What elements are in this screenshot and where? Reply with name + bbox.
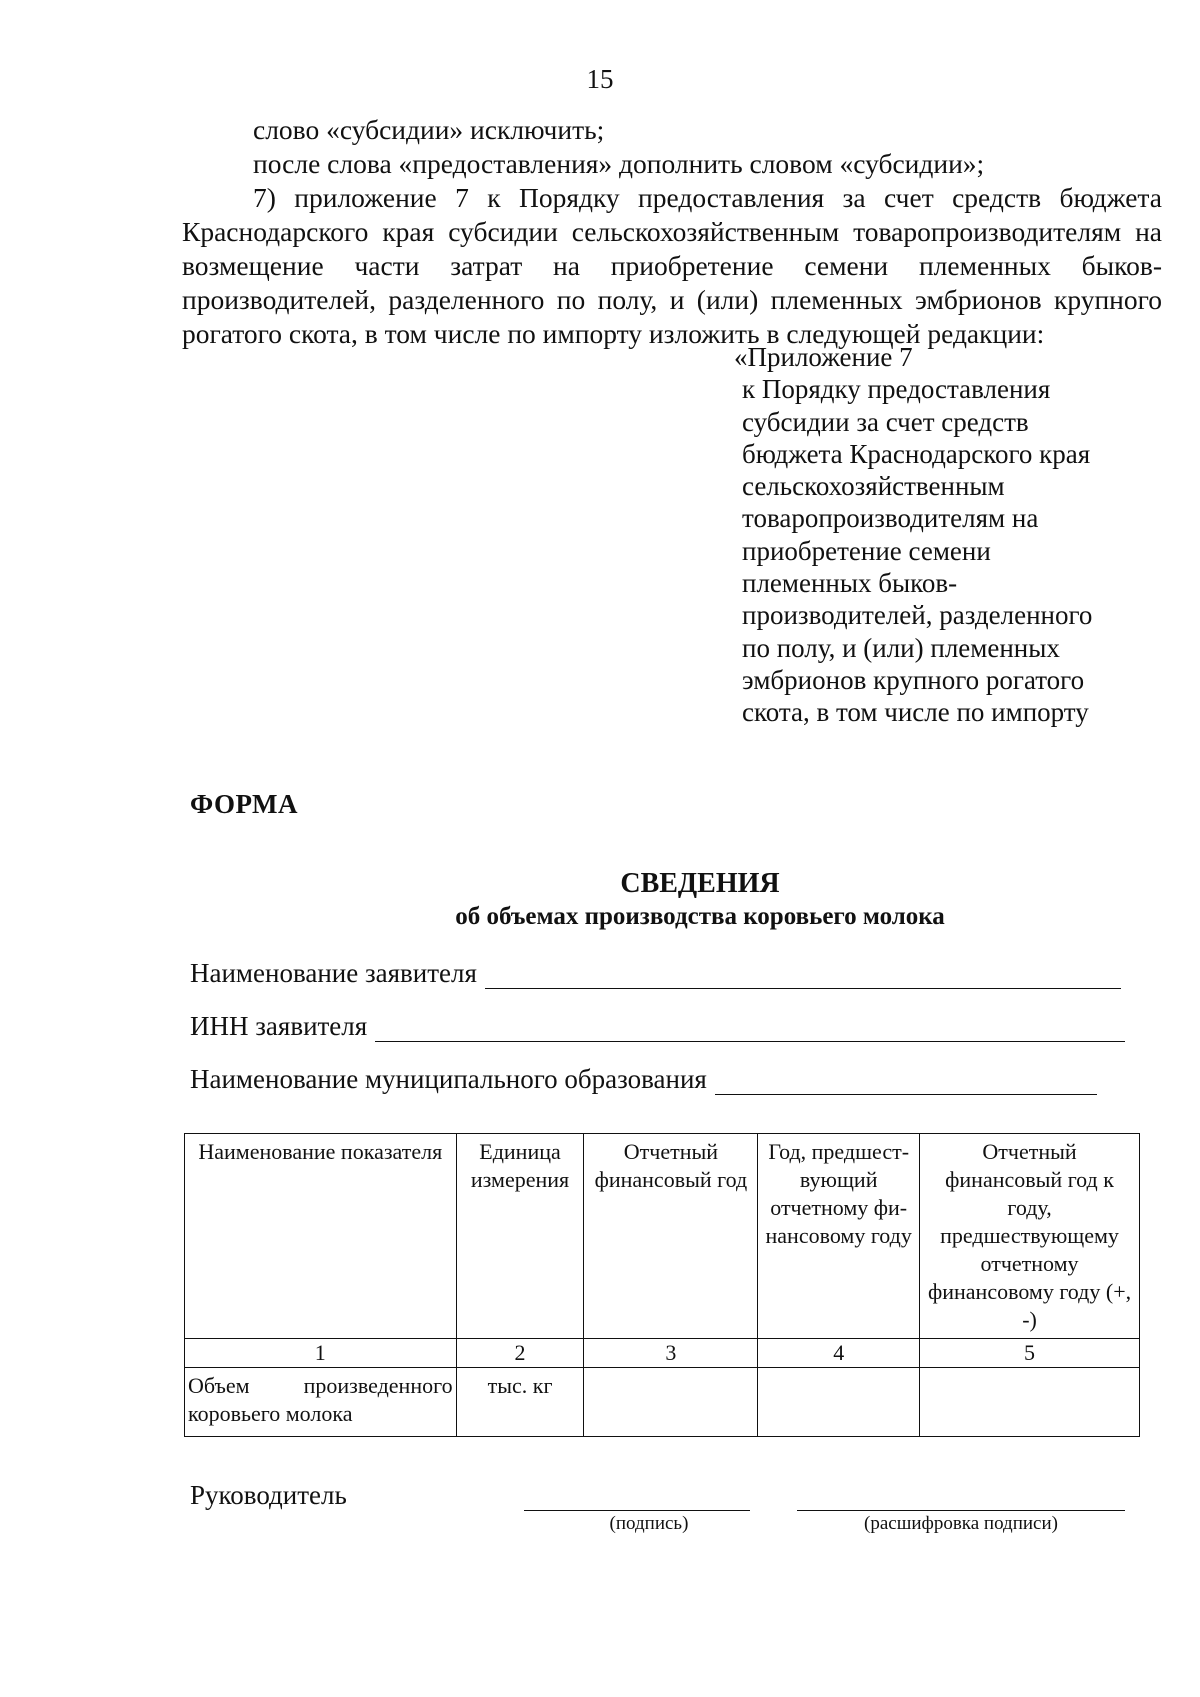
appendix-line: по полу, и (или) племенных <box>742 632 1060 663</box>
header-difference: Отчетный финансовый год к году, предшествующему отчетному финансовому году (+, -) <box>920 1134 1140 1339</box>
cell-indicator: Объем произведенного коровьего молока <box>185 1368 457 1437</box>
appendix-line: скота, в том числе по импорту <box>742 697 1089 728</box>
table-row <box>185 1368 1140 1437</box>
column-number: 4 <box>758 1339 920 1368</box>
signature-caption: (подпись) <box>609 1513 689 1534</box>
appendix-line: субсидии за счет средств <box>742 406 1029 437</box>
cell-unit: тыс. кг <box>456 1368 584 1437</box>
appendix-header <box>734 341 1162 729</box>
appendix-line: племенных быков- <box>742 568 958 599</box>
paragraph-3: 7) приложение 7 к Порядку предоставления за счет средств бюджета Краснодарского края субсидии сельскохозяйственным товаропроизводителям на возмещение части затрат на приобретение семени племенных быков-производителей, разделенного по полу, и (или) племенных эмбрионов крупного рогатого скота, в том числе по импорту изложить в следующей редакции: <box>182 182 1162 349</box>
cell-previous-year[interactable] <box>758 1368 920 1437</box>
appendix-line: бюджета Краснодарского края <box>742 438 1091 469</box>
signature-role: Руководитель <box>190 1480 347 1510</box>
applicant-name-blank[interactable] <box>485 964 1121 989</box>
header-indicator: Наименование показателя <box>185 1134 457 1339</box>
header-previous-year: Год, предшест-вующий отчетному фи-нансовому году <box>758 1134 920 1339</box>
table-column-numbers-row <box>185 1339 1140 1368</box>
appendix-line: приобретение семени <box>742 535 991 566</box>
appendix-line: «Приложение 7 <box>734 342 913 372</box>
appendix-line: к Порядку предоставления <box>742 374 1051 405</box>
signature-decoding-line[interactable] <box>797 1510 1125 1511</box>
body-text <box>182 113 1162 351</box>
applicant-name-label: Наименование заявителя <box>190 958 477 988</box>
applicant-inn-field <box>190 1011 1125 1042</box>
header-current-year: Отчетный финансовый год <box>584 1134 758 1339</box>
page-number: 15 <box>586 64 614 94</box>
applicant-inn-label: ИНН заявителя <box>190 1011 368 1041</box>
signature-line[interactable] <box>524 1510 750 1511</box>
document-title: СВЕДЕНИЯ <box>620 868 780 899</box>
appendix-line: производителей, разделенного <box>742 600 1093 631</box>
milk-production-table <box>184 1133 1140 1437</box>
paragraph-2: после слова «предоставления» дополнить словом «субсидии»; <box>253 148 985 179</box>
municipality-label: Наименование муниципального образования <box>190 1064 707 1094</box>
appendix-line: эмбрионов крупного рогатого <box>742 664 1085 695</box>
applicant-name-field <box>190 958 1121 989</box>
header-unit: Единица измерения <box>456 1134 584 1339</box>
signature-decoding-caption: (расшифровка подписи) <box>864 1513 1058 1534</box>
column-number: 5 <box>920 1339 1140 1368</box>
applicant-inn-blank[interactable] <box>375 1017 1125 1042</box>
municipality-field <box>190 1064 1097 1095</box>
table-header-row <box>185 1134 1140 1339</box>
document-subtitle: об объемах производства коровьего молока <box>455 903 945 930</box>
paragraph-1: слово «субсидии» исключить; <box>253 114 605 145</box>
form-label: ФОРМА <box>190 789 298 819</box>
column-number: 1 <box>185 1339 457 1368</box>
column-number: 2 <box>456 1339 584 1368</box>
cell-difference[interactable] <box>920 1368 1140 1437</box>
municipality-blank[interactable] <box>715 1070 1097 1095</box>
appendix-line: сельскохозяйственным <box>742 471 1005 502</box>
appendix-line: товаропроизводителям на <box>742 503 1039 534</box>
cell-current-year[interactable] <box>584 1368 758 1437</box>
column-number: 3 <box>584 1339 758 1368</box>
